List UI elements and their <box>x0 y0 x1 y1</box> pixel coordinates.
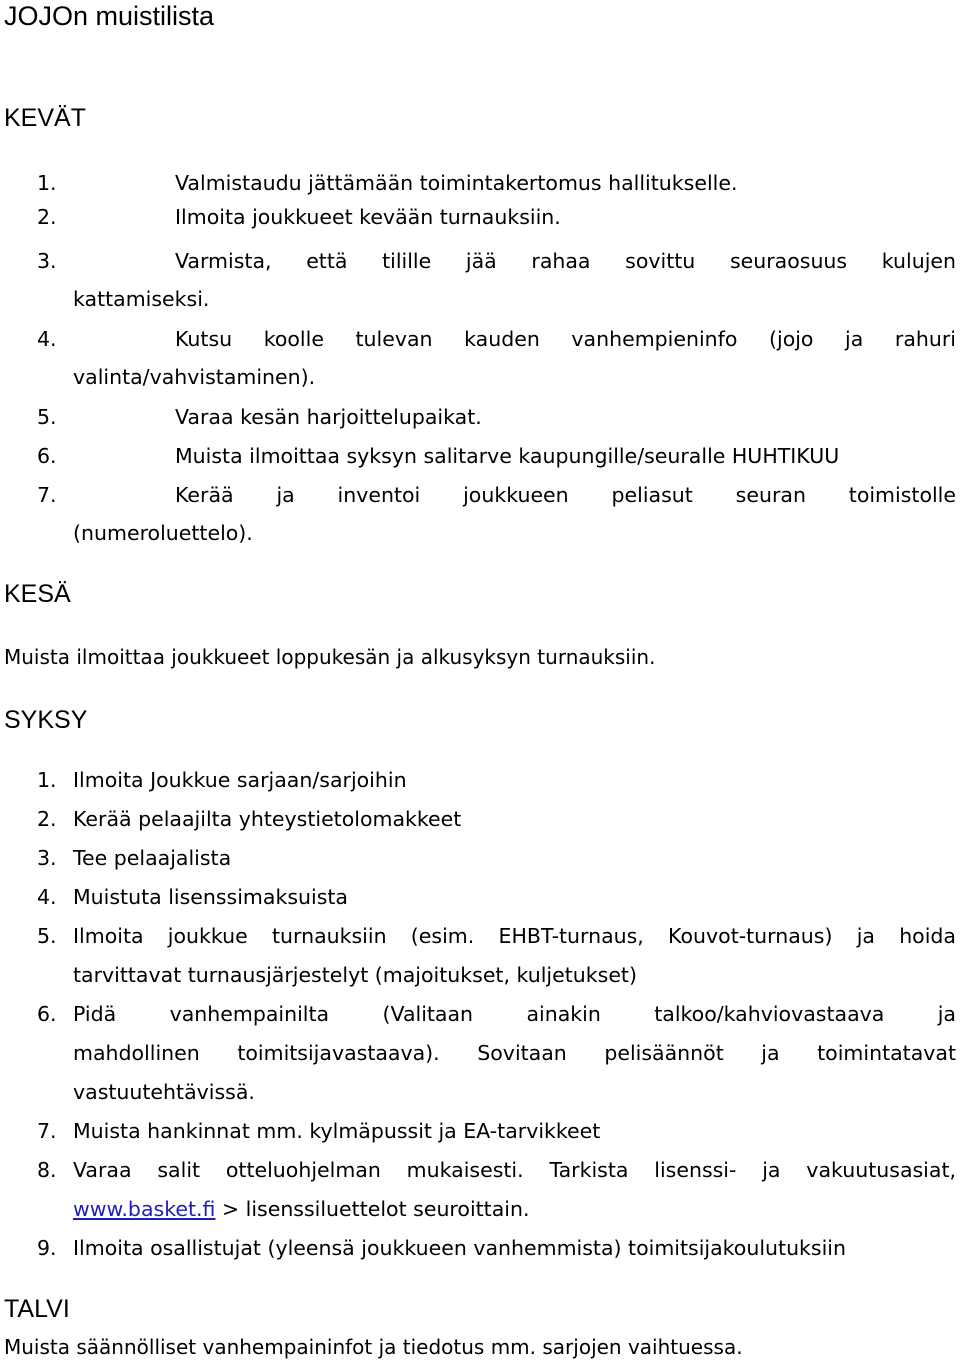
list-item-text: Pidä vanhempainilta (Valitaan ainakin talkoo/kahviovastaava ja <box>73 1002 956 1026</box>
list-item-number: 1. <box>37 768 57 792</box>
list-item-text: vastuutehtävissä. <box>73 1080 255 1104</box>
list-item-text: Ilmoita joukkueet kevään turnauksiin. <box>175 205 561 229</box>
section-heading-autumn: SYKSY <box>4 706 88 734</box>
list-item-text: Tee pelaajalista <box>73 846 232 870</box>
list-item-number: 1. <box>37 171 57 195</box>
list-item-text: kattamiseksi. <box>73 287 210 311</box>
list-item-text: Muistuta lisenssimaksuista <box>73 885 348 909</box>
list-item-number: 5. <box>37 405 57 429</box>
list-item-text: Muista ilmoittaa syksyn salitarve kaupungille/seuralle HUHTIKUU <box>175 444 840 468</box>
list-item-number: 9. <box>37 1236 57 1260</box>
section-heading-winter: TALVI <box>4 1295 70 1323</box>
list-item-text: Valmistaudu jättämään toimintakertomus hallitukselle. <box>175 171 738 195</box>
list-item-number: 5. <box>37 924 57 948</box>
list-item-text: Ilmoita Joukkue sarjaan/sarjoihin <box>73 768 407 792</box>
list-item-number: 6. <box>37 1002 57 1026</box>
page-title: JOJOn muistilista <box>4 1 215 31</box>
list-item-number: 7. <box>37 1119 57 1143</box>
list-item-text: Kutsu koolle tulevan kauden vanhempieninfo (jojo ja rahuri <box>175 327 956 351</box>
list-item-text: valinta/vahvistaminen). <box>73 365 316 389</box>
list-item-number: 2. <box>37 807 57 831</box>
section-heading-spring: KEVÄT <box>4 104 86 132</box>
list-item-number: 4. <box>37 885 57 909</box>
list-item-number: 2. <box>37 205 57 229</box>
list-item-number: 3. <box>37 249 57 273</box>
list-item-number: 4. <box>37 327 57 351</box>
list-item-text: Varaa kesän harjoittelupaikat. <box>175 405 482 429</box>
list-item-number: 3. <box>37 846 57 870</box>
list-item-text: Kerää ja inventoi joukkueen peliasut seuran toimistolle <box>175 483 956 507</box>
list-item-text: mahdollinen toimitsijavastaava). Sovitaan pelisäännöt ja toimintatavat <box>73 1041 956 1065</box>
list-item-text: Kerää pelaajilta yhteystietolomakkeet <box>73 807 462 831</box>
list-item-text: Ilmoita joukkue turnauksiin (esim. EHBT-turnaus, Kouvot-turnaus) ja hoida <box>73 924 956 948</box>
list-item-text: (numeroluettelo). <box>73 521 253 545</box>
list-item-text: Varmista, että tilille jää rahaa sovittu seuraosuus kulujen <box>175 249 956 273</box>
list-item-text: Varaa salit otteluohjelman mukaisesti. Tarkista lisenssi- ja vakuutusasiat, <box>73 1158 956 1182</box>
list-item-text: Ilmoita osallistujat (yleensä joukkueen vanhemmista) toimitsijakoulutuksiin <box>73 1236 846 1260</box>
basket-link[interactable]: www.basket.fi <box>73 1197 216 1221</box>
link-suffix: > lisenssiluettelot seuroittain. <box>215 1197 530 1221</box>
list-item-text: tarvittavat turnausjärjestelyt (majoitukset, kuljetukset) <box>73 963 637 987</box>
section-heading-summer: KESÄ <box>4 580 71 608</box>
winter-text: Muista säännölliset vanhempaininfot ja tiedotus mm. sarjojen vaihtuessa. <box>4 1335 743 1359</box>
list-item-number: 8. <box>37 1158 57 1182</box>
list-item-text <box>73 1196 530 1222</box>
list-item-text: Muista hankinnat mm. kylmäpussit ja EA-tarvikkeet <box>73 1119 601 1143</box>
summer-text: Muista ilmoittaa joukkueet loppukesän ja alkusyksyn turnauksiin. <box>4 645 656 669</box>
list-item-number: 7. <box>37 483 57 507</box>
list-item-number: 6. <box>37 444 57 468</box>
